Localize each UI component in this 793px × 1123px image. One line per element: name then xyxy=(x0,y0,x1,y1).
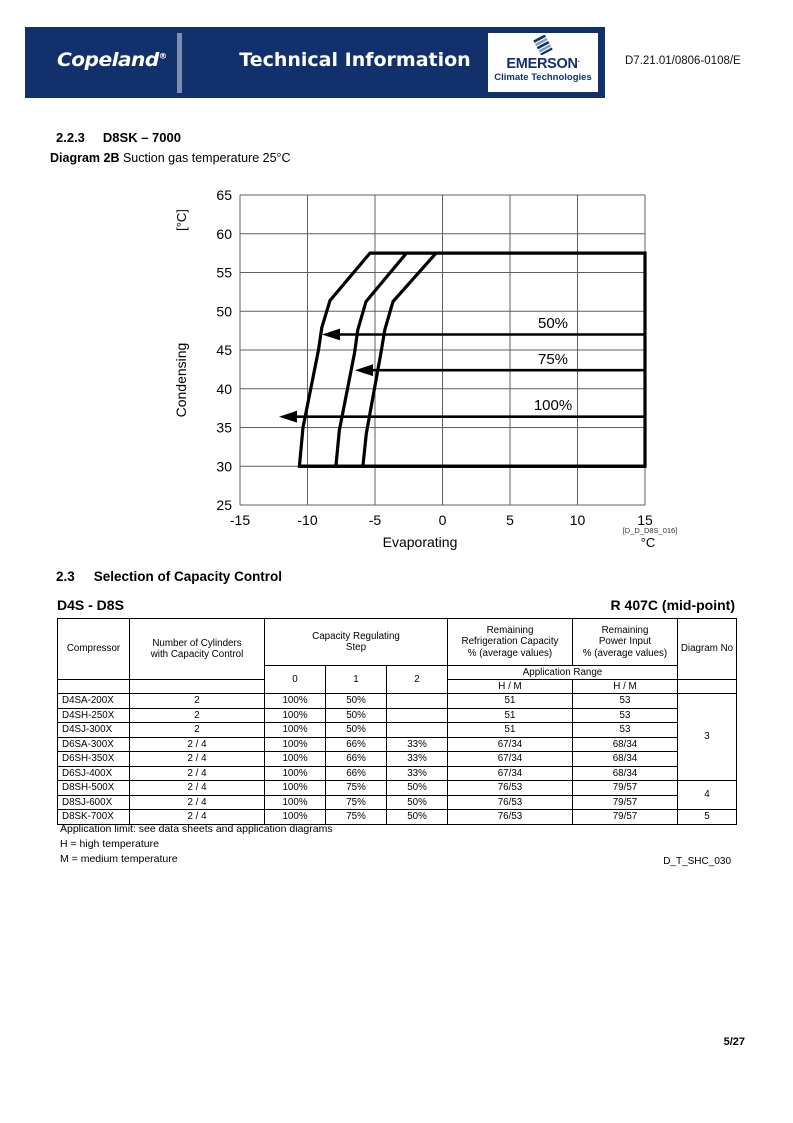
x-tick-m15: -15 xyxy=(229,512,251,528)
th-empty-compressor xyxy=(58,680,130,694)
cell-step2: 50% xyxy=(387,781,448,796)
x-tick-m5: -5 xyxy=(368,512,382,528)
cell-power: 79/57 xyxy=(573,810,678,825)
section-223-title: D8SK – 7000 xyxy=(102,130,181,145)
cell-refrigeration: 67/34 xyxy=(448,766,573,781)
arrowhead-50 xyxy=(322,329,340,341)
cell-model: D8SK-700X xyxy=(58,810,130,825)
cell-step0: 100% xyxy=(265,694,326,709)
th-power-l2: Power Input xyxy=(598,636,652,648)
emerson-diamond-icon xyxy=(530,35,556,55)
y-axis-label: Condensing xyxy=(173,342,189,418)
y-tick-45: 45 xyxy=(216,342,232,358)
cell-model: D8SJ-600X xyxy=(58,795,130,810)
cell-step0: 100% xyxy=(265,810,326,825)
x-axis-label: Evaporating xyxy=(382,534,458,550)
envelope-outer-50 xyxy=(299,253,645,466)
th-regulating-l1: Capacity Regulating xyxy=(312,630,400,642)
footnote-application-limit: Application limit: see data sheets and application diagrams xyxy=(60,823,333,835)
cell-step0: 100% xyxy=(265,752,326,767)
y-tick-30: 30 xyxy=(216,458,232,475)
th-application-range: Application Range xyxy=(448,666,678,680)
emerson-tagline: Climate Technologies xyxy=(494,72,592,84)
cell-model: D6SA-300X xyxy=(58,737,130,752)
table-title-left: D4S - D8S xyxy=(57,597,124,613)
th-remaining-power xyxy=(573,619,678,666)
y-tick-55: 55 xyxy=(216,264,232,281)
th-hm-left: H / M xyxy=(448,680,573,694)
cell-diagram-no: 5 xyxy=(678,810,737,825)
capacity-envelope-chart xyxy=(0,175,700,550)
cell-cylinders: 2 / 4 xyxy=(130,737,265,752)
cell-step2: 33% xyxy=(387,752,448,767)
cell-step0: 100% xyxy=(265,723,326,738)
table-row xyxy=(58,708,737,723)
x-tick-0: 0 xyxy=(438,512,447,528)
cell-cylinders: 2 / 4 xyxy=(130,795,265,810)
section-223-heading xyxy=(56,130,181,145)
cell-step2: 33% xyxy=(387,737,448,752)
header-divider xyxy=(177,33,182,93)
th-refrig-l2: Refrigeration Capacity xyxy=(461,636,559,648)
section-23-title: Selection of Capacity Control xyxy=(93,569,283,584)
cell-cylinders: 2 / 4 xyxy=(130,810,265,825)
emerson-period: . xyxy=(577,55,580,64)
diagram-label: Diagram 2B xyxy=(50,151,120,165)
section-223-number: 2.2.3 xyxy=(56,130,85,145)
cell-cylinders: 2 xyxy=(130,723,265,738)
cell-model: D6SJ-400X xyxy=(58,766,130,781)
capacity-label-100: 100% xyxy=(533,397,573,414)
cell-refrigeration: 76/53 xyxy=(448,795,573,810)
cell-cylinders: 2 xyxy=(130,694,265,709)
diagram-caption xyxy=(50,151,291,165)
capacity-label-50: 50% xyxy=(537,315,569,332)
envelope-mid-75 xyxy=(336,253,407,466)
cell-diagram-no: 3 xyxy=(678,694,737,781)
cell-refrigeration: 51 xyxy=(448,694,573,709)
cell-step2: 50% xyxy=(387,795,448,810)
th-step-0: 0 xyxy=(265,666,326,694)
th-empty-cylinders xyxy=(130,680,265,694)
cell-refrigeration: 76/53 xyxy=(448,810,573,825)
arrowhead-100 xyxy=(279,411,297,423)
cell-model: D4SH-250X xyxy=(58,708,130,723)
capacity-label-75: 75% xyxy=(537,351,569,368)
cell-cylinders: 2 / 4 xyxy=(130,752,265,767)
y-tick-25: 25 xyxy=(216,497,232,513)
x-tick-15: 15 xyxy=(637,512,653,528)
y-tick-40: 40 xyxy=(216,380,232,397)
cell-step2 xyxy=(387,694,448,709)
capacity-line-arrowheads xyxy=(279,329,373,423)
cell-refrigeration: 67/34 xyxy=(448,737,573,752)
cell-model: D8SH-500X xyxy=(58,781,130,796)
cell-step1: 66% xyxy=(326,737,387,752)
th-cylinders-l2: with Capacity Control xyxy=(150,649,244,660)
table-row xyxy=(58,694,737,709)
th-hm-right: H / M xyxy=(573,680,678,694)
cell-refrigeration: 51 xyxy=(448,723,573,738)
table-row xyxy=(58,795,737,810)
table-row xyxy=(58,737,737,752)
cell-step1: 75% xyxy=(326,810,387,825)
page-header-bar xyxy=(25,27,605,98)
table-row xyxy=(58,723,737,738)
cell-step0: 100% xyxy=(265,708,326,723)
cell-refrigeration: 67/34 xyxy=(448,752,573,767)
cell-step0: 100% xyxy=(265,795,326,810)
table-body xyxy=(58,694,737,825)
table-title-right: R 407C (mid-point) xyxy=(610,597,735,613)
x-tick-m10: -10 xyxy=(297,512,318,528)
diagram-text: Suction gas temperature 25°C xyxy=(122,151,291,165)
th-empty-diagram xyxy=(678,680,737,694)
capacity-control-table xyxy=(57,618,737,825)
cell-step0: 100% xyxy=(265,766,326,781)
cell-step0: 100% xyxy=(265,781,326,796)
chart-svg xyxy=(0,175,700,550)
y-tick-60: 60 xyxy=(216,225,232,242)
cell-power: 79/57 xyxy=(573,795,678,810)
table-row xyxy=(58,766,737,781)
cell-step2: 50% xyxy=(387,810,448,825)
th-step-1: 1 xyxy=(326,666,387,694)
cell-power: 53 xyxy=(573,708,678,723)
document-code: D7.21.01/0806-0108/E xyxy=(625,55,741,67)
emerson-name: EMERSON xyxy=(506,55,578,72)
cell-model: D6SH-350X xyxy=(58,752,130,767)
cell-cylinders: 2 / 4 xyxy=(130,781,265,796)
cell-power: 68/34 xyxy=(573,752,678,767)
copeland-logo-text: Copeland xyxy=(57,49,159,71)
th-step-2: 2 xyxy=(387,666,448,694)
cell-step1: 75% xyxy=(326,795,387,810)
cell-step1: 50% xyxy=(326,723,387,738)
cell-power: 79/57 xyxy=(573,781,678,796)
cell-power: 53 xyxy=(573,723,678,738)
th-diagram-no: Diagram No xyxy=(678,619,737,680)
emerson-logo xyxy=(488,33,598,92)
cell-power: 53 xyxy=(573,694,678,709)
table-row xyxy=(58,781,737,796)
y-tick-50: 50 xyxy=(216,303,232,320)
cell-step2 xyxy=(387,708,448,723)
x-axis-tick-labels xyxy=(230,512,653,528)
th-refrig-l1: Remaining xyxy=(486,625,534,637)
cell-model: D4SA-200X xyxy=(58,694,130,709)
table-row xyxy=(58,752,737,767)
envelope-inner-100 xyxy=(363,253,436,466)
registered-mark-icon: ® xyxy=(158,51,167,61)
th-capacity-regulating-step xyxy=(265,619,448,666)
cell-diagram-no: 4 xyxy=(678,781,737,810)
footnote-medium-temperature: M = medium temperature xyxy=(60,853,178,866)
cell-step1: 66% xyxy=(326,752,387,767)
copeland-logo xyxy=(57,49,167,71)
section-23-heading xyxy=(56,569,282,584)
th-regulating-l2: Step xyxy=(345,642,367,653)
y-tick-35: 35 xyxy=(216,419,232,436)
y-axis-unit: [°C] xyxy=(174,209,189,231)
cell-step0: 100% xyxy=(265,737,326,752)
th-remaining-refrigeration xyxy=(448,619,573,666)
cell-step1: 50% xyxy=(326,694,387,709)
y-axis-tick-labels xyxy=(216,187,232,513)
cell-refrigeration: 51 xyxy=(448,708,573,723)
cell-power: 68/34 xyxy=(573,766,678,781)
table-footnotes xyxy=(60,822,333,868)
footnote-high-temperature: H = high temperature xyxy=(60,838,159,851)
th-power-l3: % (average values) xyxy=(582,647,668,659)
cell-step2 xyxy=(387,723,448,738)
cell-step1: 50% xyxy=(326,708,387,723)
emerson-wordmark xyxy=(506,56,579,71)
th-cylinders xyxy=(130,619,265,680)
th-refrig-l3: % (average values) xyxy=(467,647,553,659)
cell-cylinders: 2 / 4 xyxy=(130,766,265,781)
emerson-mark-svg xyxy=(530,35,556,55)
cell-step1: 66% xyxy=(326,766,387,781)
cell-model: D4SJ-300X xyxy=(58,723,130,738)
cell-step1: 75% xyxy=(326,781,387,796)
section-23-number: 2.3 xyxy=(56,569,75,584)
x-tick-5: 5 xyxy=(506,512,514,528)
th-cylinders-l1: Number of Cylinders xyxy=(152,637,242,649)
x-axis-unit: °C xyxy=(640,535,656,550)
cell-power: 68/34 xyxy=(573,737,678,752)
table-reference-code: D_T_SHC_030 xyxy=(663,856,731,867)
cell-cylinders: 2 xyxy=(130,708,265,723)
chart-annotation-code: [D_D_D8S_016] xyxy=(622,526,678,535)
th-power-l1: Remaining xyxy=(601,625,649,637)
capacity-labels xyxy=(534,315,572,414)
arrowhead-75 xyxy=(355,364,373,376)
x-tick-10: 10 xyxy=(569,512,586,528)
y-tick-65: 65 xyxy=(216,187,232,203)
th-compressor: Compressor xyxy=(58,619,130,680)
table-header-row xyxy=(58,619,737,666)
cell-step2: 33% xyxy=(387,766,448,781)
header-title: Technical Information xyxy=(239,49,471,71)
cell-refrigeration: 76/53 xyxy=(448,781,573,796)
page-number: 5/27 xyxy=(723,1036,745,1048)
